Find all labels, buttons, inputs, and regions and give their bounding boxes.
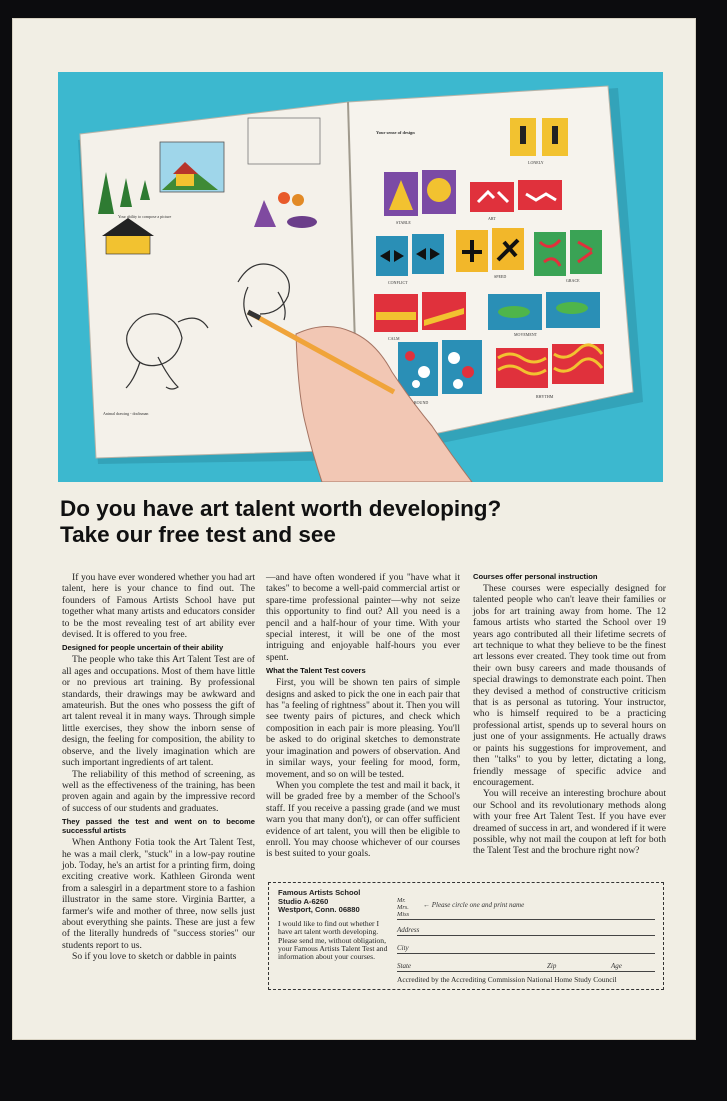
pair-label: LONELY [528, 160, 544, 165]
state-label: State [397, 962, 411, 970]
column-2 [266, 572, 460, 860]
state-zip-age-field[interactable] [397, 959, 655, 972]
address-field[interactable] [397, 923, 655, 936]
pair-label: ROUND [414, 400, 429, 405]
book-caption: Animal drawing - draftsman [103, 411, 149, 416]
studio-code: Studio A-6260 [278, 896, 329, 906]
accreditation-note: Accredited by the Accrediting Commission National Home Study Council [397, 975, 617, 984]
subheading: They passed the test and went on to become successful artists [62, 817, 255, 836]
school-name: Famous Artists School [278, 888, 361, 897]
column-1 [62, 572, 255, 963]
subheading: Designed for people uncertain of their ability [62, 643, 224, 653]
headline-line-2: Take our free test and see [60, 522, 336, 547]
pair-label: GRACE [566, 278, 580, 283]
name-field[interactable] [397, 893, 655, 920]
subheading: What the Talent Test covers [266, 666, 366, 676]
coupon-school-info [278, 889, 390, 962]
pair-label: MOVEMENT [514, 332, 538, 337]
pair-label: CONFLICT [388, 280, 408, 285]
title-options: Mr. Mrs. Miss [397, 897, 410, 918]
pair-label: CALM [388, 336, 400, 341]
age-label: Age [611, 962, 622, 970]
coupon-request-text: I would like to find out whether I have art talent worth developing. Please send me, without obligation, your Famous Artists Talent Test and information about your courses. [278, 918, 388, 962]
pair-label: SPEED [494, 274, 507, 279]
paragraph: You will receive an interesting brochure about our School and its revolutionary methods along with your free Art Talent Test. If you have ever dreamed of success in art, and wondered if it were possible, why not mail the coupon at left for both the Talent Test and the brochure right now? [473, 788, 666, 857]
circle-note: ← Please circle one and print name [423, 901, 525, 909]
paragraph: If you have ever wondered whether you had art talent, here is your chance to find out. The founders of Famous Artists School have put together what many artists and educators consider to be the most revealing test of art ability ever devised. It is offered to you free. [62, 572, 255, 641]
open-workbook-illustration [58, 72, 663, 482]
paragraph: So if you love to sketch or dabble in paints [72, 951, 237, 963]
city-field[interactable] [397, 941, 655, 954]
pair-label: ART [488, 216, 496, 221]
zip-label: Zip [547, 962, 557, 970]
paragraph: The reliability of this method of screening, as well as the effectiveness of the training, has been proven again and again by the impressive record of success of our students and graduates. [62, 768, 255, 814]
address-label: Address [397, 926, 420, 934]
paragraph: When Anthony Fotia took the Art Talent Test, he was a mail clerk, "stuck" in a low-pay routine job. Today, he's an artist for a printing firm, doing exciting creative work. Kathleen Gironda went from a salesgirl in a department store to a fashion illustrator in the same store. Virginia Bartter, a farmer's wife and mother of three, now sells just about everything she paints. These are just a few of the literally hundreds of "success stories" our students report to us. [62, 837, 255, 951]
subheading: Courses offer personal instruction [473, 572, 598, 581]
mail-in-coupon[interactable] [268, 882, 664, 990]
paragraph: When you complete the test and mail it back, it will be graded free by a member of the School's staff. If you receive a passing grade (and we must warn you that many don't), or can offer sufficient evidence of art talent, you will then be eligible to enroll. You may choose whichever of our courses is best suited to your goals. [266, 779, 460, 860]
pair-label: STABLE [396, 220, 411, 225]
paragraph: —and have often wondered if you "have what it takes" to become a well-paid commercial artist or spare-time professional painter—why not seize this opportunity to find out? All you need is a pencil and a half-hour of your time. With your special interest, it will be one of the most intriguing and enjoyable half-hours you ever spent. [266, 572, 460, 663]
house-picture [106, 234, 150, 254]
paragraph: First, you will be shown ten pairs of simple designs and asked to pick the one in each pair that has "a feeling of rightness" about it. Then you will see twenty pairs of pictures, and check which composition in each pair is more pleasing. You'll be asked to do original sketches to demonstrate your imagination and powers of observation. And in similar ways, your feeling for mood, form, movement, and so on will be tested. [266, 677, 460, 780]
paragraph: These courses were especially designed for talented people who can't leave their families or jobs for art training away from home. The 12 famous artists who started the School over 19 years ago contributed all their lifetime secrets of art technique to what they believe to be the finest art lessons ever created. They took time out from their own busy careers and made thousands of special drawings to demonstrate each point. Then they devised a method of constructive criticism that is as personal as tutoring. Your instructor, who is himself required to be a practicing professional artist, spends up to several hours on just one of your assignments. He actually draws or paints his suggestions for improvement, and then "talks" to you by letter, dictating a long, friendly message of specific advice and encouragement. [473, 583, 666, 788]
pair-label: RHYTHM [536, 394, 554, 399]
headline [60, 496, 670, 548]
city-label: City [397, 944, 409, 952]
school-address: Westport, Conn. 06880 [278, 905, 360, 915]
headline-line-1: Do you have art talent worth developing? [60, 496, 502, 521]
paragraph: The people who take this Art Talent Test are of all ages and occupations. Most of them have little or no previous art training. By professional standards, their drawings may be awkward and amateurish. But the ones who possess the gift of art talent reveal it in many ways. Through simple little exercises, they show the inborn sense of design, the feeling for composition, the ability to observe, and the lively imagination which are such important ingredients of art talent. [62, 654, 255, 769]
art-illustration [58, 72, 663, 482]
column-3 [473, 572, 666, 857]
book-caption: Your ability to compose a picture [118, 214, 172, 219]
book-heading: Your sense of design [376, 130, 415, 135]
